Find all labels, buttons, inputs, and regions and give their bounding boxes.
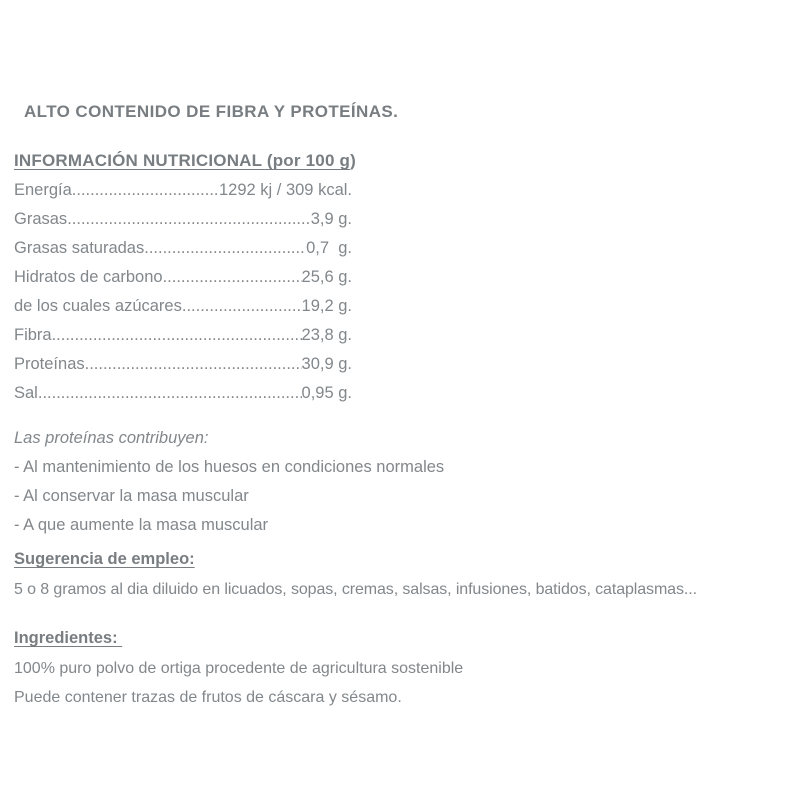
dot-leader — [144, 239, 306, 258]
nutrient-label: Sal — [14, 384, 38, 402]
nutrient-value: 23,8 g. — [301, 326, 352, 344]
nutrition-row-energy — [14, 181, 352, 200]
nutrient-label: Proteínas — [14, 355, 85, 373]
dot-leader — [38, 384, 302, 403]
nutrient-value: 25,6 g. — [301, 268, 352, 286]
nutrition-row-protein — [14, 355, 352, 374]
protein-benefit-item: - Al conservar la masa muscular — [14, 487, 249, 505]
ingredients-title-text: Ingredientes: — [14, 629, 123, 647]
nutrition-row-carbohydrates — [14, 268, 352, 287]
nutrient-value: 19,2 g. — [301, 297, 352, 315]
protein-benefits-section — [14, 429, 792, 535]
nutrition-row-salt — [14, 384, 352, 403]
protein-benefit-item: - Al mantenimiento de los huesos en condiciones normales — [14, 458, 445, 476]
nutrition-row-fiber — [14, 326, 352, 345]
dot-leader — [72, 181, 219, 200]
protein-benefits-intro: Las proteínas contribuyen: — [14, 429, 209, 447]
nutrient-value: 30,9 g. — [301, 355, 352, 373]
usage-suggestion-text: 5 o 8 gramos al dia diluido en licuados, sopas, cremas, salsas, infusiones, batidos, cataplasmas... — [14, 581, 697, 598]
ingredients-line: 100% puro polvo de ortiga procedente de agricultura sostenible — [14, 660, 464, 677]
nutrient-label: Grasas saturadas — [14, 239, 145, 257]
nutrition-title-paren: ) — [350, 151, 356, 170]
allergen-notice-line: Puede contener trazas de frutos de cáscara y sésamo. — [14, 689, 402, 706]
nutrient-label: de los cuales azúcares — [14, 297, 182, 315]
nutrient-label: Hidratos de carbono — [14, 268, 163, 286]
usage-suggestion-title: Sugerencia de empleo: — [14, 550, 195, 568]
nutrition-row-saturated-fat — [14, 239, 352, 258]
dot-leader — [85, 355, 302, 374]
nutrient-value: 0,7 g. — [306, 239, 352, 257]
nutrient-label: Grasas — [14, 210, 68, 228]
nutrient-value: 0,95 g. — [301, 384, 352, 402]
nutrition-title — [14, 151, 792, 171]
dot-leader — [163, 268, 302, 287]
nutrient-value: 3,9 g. — [310, 210, 352, 228]
nutrition-row-fat — [14, 210, 352, 229]
nutrition-title-text: INFORMACIÓN NUTRICIONAL (por 100 g — [14, 151, 351, 170]
dot-leader — [182, 297, 302, 316]
nutrition-row-sugars — [14, 297, 352, 316]
high-content-claim: ALTO CONTENIDO DE FIBRA Y PROTEÍNAS. — [24, 102, 399, 121]
nutrition-facts-section — [14, 151, 792, 403]
nutrient-label: Fibra — [14, 326, 52, 344]
dot-leader — [52, 326, 302, 345]
nutrient-label: Energía — [14, 181, 72, 199]
dot-leader — [67, 210, 311, 229]
ingredients-title — [14, 629, 792, 648]
nutrient-value: 1292 kj / 309 kcal. — [219, 181, 352, 199]
ingredients-section — [14, 629, 792, 707]
usage-suggestion-section — [14, 550, 792, 599]
protein-benefit-item: - A que aumente la masa muscular — [14, 516, 269, 534]
